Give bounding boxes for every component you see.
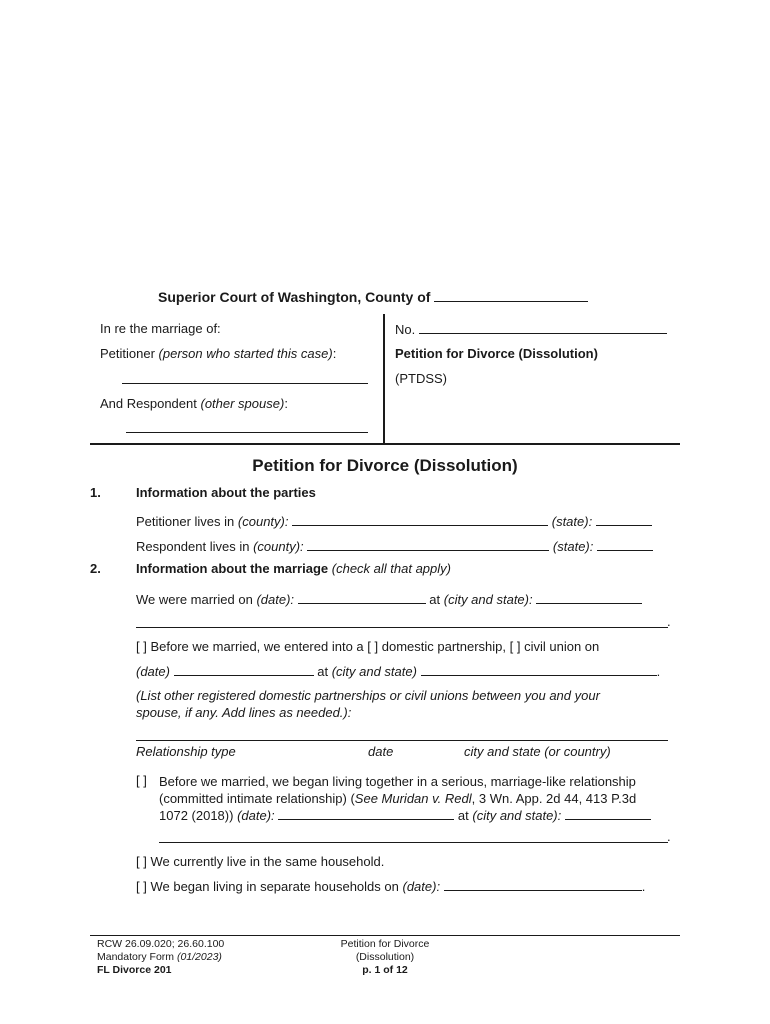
respondent-name-field[interactable] (126, 432, 368, 433)
caption-divider (383, 314, 385, 444)
partnership-checkbox[interactable]: [ ] (136, 639, 147, 654)
petitioner-name-field[interactable] (122, 383, 368, 384)
same-household-checkbox[interactable]: [ ] (136, 854, 147, 869)
form-title: Petition for Divorce (Dissolution) (395, 346, 598, 361)
married-on-row: We were married on (date): at (city and state): (136, 591, 642, 607)
section-1-number: 1. (90, 485, 101, 500)
cohabit-checkbox[interactable]: [ ] (136, 773, 147, 788)
page-title: Petition for Divorce (Dissolution) (252, 456, 518, 475)
marriage-date-field[interactable] (298, 591, 426, 604)
list-other-instructions: (List other registered domestic partnerships or civil unions between you and your spouse, if any. Add lines as needed.): (136, 688, 600, 720)
case-number-field[interactable] (419, 321, 667, 334)
separate-households-checkbox[interactable]: [ ] (136, 879, 147, 894)
other-partnership-field[interactable] (136, 740, 668, 741)
partnership-row: [ ] Before we married, we entered into a [ ] domestic partnership, [ ] civil union on (136, 639, 600, 654)
domestic-partnership-checkbox[interactable]: [ ] (367, 639, 379, 654)
period: . (667, 829, 671, 844)
section-2-heading: Information about the marriage (check all that apply) (136, 561, 451, 576)
separate-households-row: [ ] We began living in separate households on (date): . (136, 879, 646, 894)
case-number: No. (395, 321, 667, 337)
respondent-state-field[interactable] (597, 538, 653, 551)
col-relationship-type: Relationship type (136, 744, 236, 759)
col-date: date (368, 744, 394, 759)
partnership-city-field[interactable] (421, 663, 657, 676)
respondent-lives-row: Respondent lives in (county): (state): (136, 538, 653, 554)
marriage-city-field[interactable] (536, 591, 642, 604)
cohabit-continuation-field[interactable] (159, 842, 668, 843)
partnership-date-field[interactable] (174, 663, 314, 676)
cohabit-city-field[interactable] (565, 807, 651, 820)
section-1-heading: Information about the parties (136, 485, 316, 500)
period: . (667, 614, 671, 629)
petitioner-state-field[interactable] (596, 513, 652, 526)
cohabit-text: Before we married, we began living together in a serious, marriage-like relationship (committed intimate relationship) (See Muridan v. Redl, 3 Wn. App. 2d 44, 413 P.3d 1072 (2018)) (date): at (city and state): (159, 773, 651, 824)
cohabit-date-field[interactable] (278, 807, 454, 820)
footer-rule (90, 935, 680, 936)
caption-rule (90, 443, 680, 445)
form-code: (PTDSS) (395, 371, 447, 386)
marriage-label: In re the marriage of: (100, 321, 221, 336)
col-city-state: city and state (or country) (464, 744, 611, 759)
marriage-place-continuation-field[interactable] (136, 627, 668, 628)
respondent-county-field[interactable] (307, 538, 549, 551)
partnership-date-row: (date) at (city and state) . (136, 664, 661, 679)
court-title: Superior Court of Washington, County of (158, 289, 588, 305)
footer-left: RCW 26.09.020; 26.60.100 Mandatory Form (01/2023) FL Divorce 201 (97, 938, 225, 976)
petitioner-label: Petitioner (person who started this case): (100, 346, 337, 361)
section-2-number: 2. (90, 561, 101, 576)
respondent-label: And Respondent (other spouse): (100, 396, 288, 411)
petitioner-county-field[interactable] (292, 513, 548, 526)
petitioner-lives-row: Petitioner lives in (county): (state): (136, 513, 652, 529)
civil-union-checkbox[interactable]: [ ] (509, 639, 521, 654)
same-household-row: [ ] We currently live in the same household. (136, 854, 385, 869)
county-field[interactable] (434, 289, 588, 302)
footer-center: Petition for Divorce (Dissolution) p. 1 of 12 (340, 938, 430, 976)
separation-date-field[interactable] (444, 878, 642, 891)
